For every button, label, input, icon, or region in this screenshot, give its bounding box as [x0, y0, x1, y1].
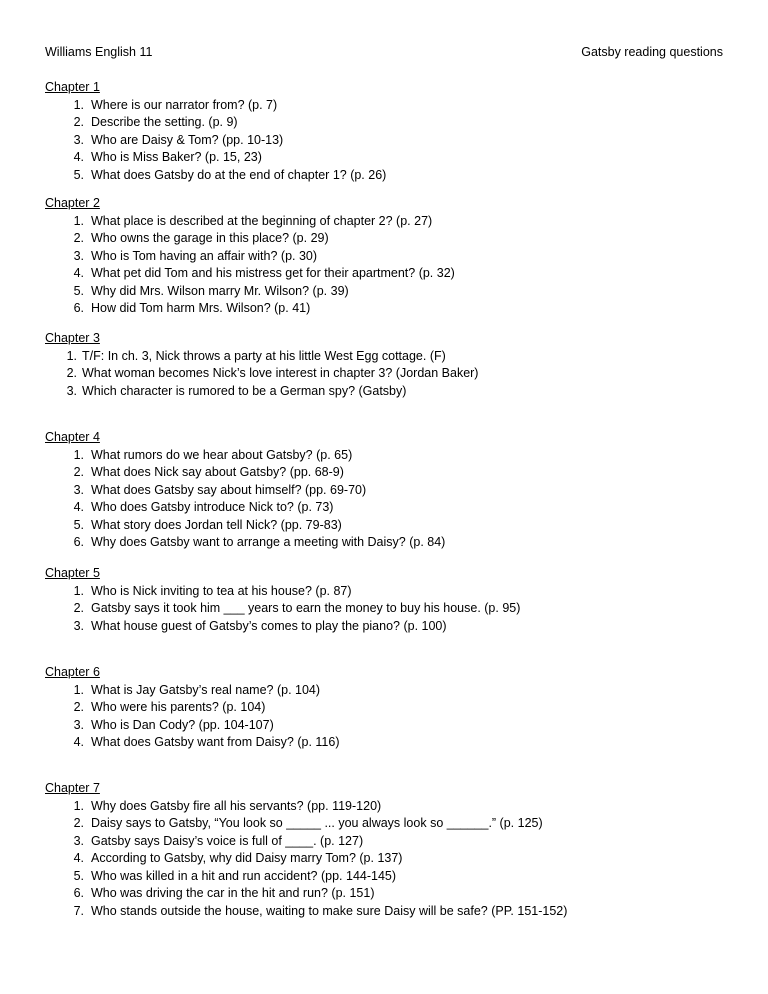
question-text: Who were his parents? (p. 104): [91, 700, 266, 714]
question-number: 4.: [73, 735, 84, 749]
question-text: How did Tom harm Mrs. Wilson? (p. 41): [91, 301, 311, 315]
question-item: [45, 699, 735, 717]
question-text: What does Gatsby say about himself? (pp. 69-70): [91, 482, 367, 497]
question-item: [45, 447, 735, 465]
question-item: [45, 230, 735, 248]
question-text: Who stands outside the house, waiting to make sure Daisy will be safe? (PP. 151-152): [91, 903, 568, 918]
question-text: T/F: In ch. 3, Nick throws a party at his little West Egg cottage. (F): [82, 348, 446, 363]
question-text: Describe the setting. (p. 9): [91, 115, 238, 129]
question-text: Why did Mrs. Wilson marry Mr. Wilson? (p. 39): [91, 283, 349, 298]
question-item: [45, 97, 735, 115]
question-number: 1.: [73, 798, 84, 813]
question-item: [45, 383, 735, 401]
question-number: 1.: [73, 213, 84, 228]
question-number: 3.: [73, 132, 84, 147]
question-number: 2.: [73, 816, 84, 830]
question-number: 6.: [73, 535, 84, 549]
question-number: 3.: [73, 833, 84, 848]
question-item: [45, 348, 735, 366]
question-number: 3.: [73, 248, 84, 263]
question-number: 6.: [73, 886, 84, 900]
question-text: Gatsby says Daisy’s voice is full of ____. (p. 127): [91, 833, 364, 848]
question-text: Which character is rumored to be a German spy? (Gatsby): [82, 383, 407, 398]
chapter-heading: Chapter 6: [45, 665, 100, 679]
question-number: 4.: [73, 150, 84, 164]
question-item: [45, 517, 735, 535]
question-number: 1.: [73, 97, 84, 112]
question-number: 2.: [73, 115, 84, 129]
question-item: [45, 300, 735, 318]
question-item: [45, 618, 735, 636]
question-item: [45, 903, 735, 921]
chapter-3-section: [45, 330, 735, 400]
chapter-heading: Chapter 1: [45, 80, 100, 94]
chapter-6-section: [45, 664, 735, 752]
question-number: 5.: [73, 517, 84, 532]
question-item: [45, 482, 735, 500]
question-item: [45, 248, 735, 266]
chapter-5-section: [45, 565, 735, 635]
question-number: 5.: [73, 868, 84, 883]
question-item: [45, 815, 735, 833]
question-text: What story does Jordan tell Nick? (pp. 79-83): [91, 517, 342, 532]
question-number: 2.: [73, 700, 84, 714]
question-text: What woman becomes Nick’s love interest in chapter 3? (Jordan Baker): [82, 366, 479, 380]
question-text: Where is our narrator from? (p. 7): [91, 97, 278, 112]
question-text: What pet did Tom and his mistress get for their apartment? (p. 32): [91, 266, 455, 280]
question-item: [45, 265, 735, 283]
question-number: 2.: [73, 601, 84, 615]
question-text: Why does Gatsby fire all his servants? (pp. 119-120): [91, 798, 382, 813]
question-text: What does Gatsby want from Daisy? (p. 116): [91, 735, 340, 749]
question-number: 4.: [73, 500, 84, 514]
question-item: [45, 734, 735, 752]
chapter-2-section: [45, 195, 735, 318]
chapter-7-section: [45, 780, 735, 920]
question-item: [45, 132, 735, 150]
question-item: [45, 114, 735, 132]
course-title: Williams English 11: [45, 45, 153, 59]
chapter-heading: Chapter 3: [45, 331, 100, 345]
question-number: 1.: [73, 447, 84, 462]
question-number: 3.: [73, 717, 84, 732]
question-number: 3.: [66, 383, 77, 398]
question-number: 1.: [73, 583, 84, 598]
question-text: Daisy says to Gatsby, “You look so _____ ... you always look so ______.” (p. 125): [91, 816, 543, 830]
question-text: What place is described at the beginning of chapter 2? (p. 27): [91, 213, 433, 228]
question-text: According to Gatsby, why did Daisy marry Tom? (p. 137): [91, 851, 403, 865]
question-text: Who is Tom having an affair with? (p. 30): [91, 248, 318, 263]
question-number: 3.: [73, 618, 84, 633]
chapter-heading: Chapter 7: [45, 781, 100, 795]
question-item: [45, 798, 735, 816]
question-text: Who does Gatsby introduce Nick to? (p. 73): [91, 500, 334, 514]
question-item: [45, 464, 735, 482]
question-number: 3.: [73, 482, 84, 497]
question-number: 1.: [66, 348, 77, 363]
question-text: Who is Miss Baker? (p. 15, 23): [91, 150, 262, 164]
question-number: 2.: [73, 231, 84, 245]
question-number: 4.: [73, 851, 84, 865]
question-item: [45, 583, 735, 601]
question-text: What rumors do we hear about Gatsby? (p. 65): [91, 447, 353, 462]
question-number: 2.: [73, 465, 84, 479]
question-item: [45, 600, 735, 618]
question-text: What is Jay Gatsby’s real name? (p. 104): [91, 682, 321, 697]
question-text: What does Gatsby do at the end of chapter 1? (p. 26): [91, 167, 387, 182]
question-text: Who was killed in a hit and run accident? (pp. 144-145): [91, 868, 397, 883]
question-number: 5.: [73, 167, 84, 182]
question-item: [45, 682, 735, 700]
question-number: 7.: [73, 903, 84, 918]
question-number: 4.: [73, 266, 84, 280]
question-text: What does Nick say about Gatsby? (pp. 68-9): [91, 465, 344, 479]
question-number: 2.: [66, 366, 77, 380]
chapter-4-section: [45, 429, 735, 552]
question-text: Who is Nick inviting to tea at his house? (p. 87): [91, 583, 352, 598]
question-number: 5.: [73, 283, 84, 298]
chapter-heading: Chapter 2: [45, 196, 100, 210]
question-item: [45, 167, 735, 185]
question-item: [45, 499, 735, 517]
question-item: [45, 717, 735, 735]
page-header: [45, 45, 723, 63]
chapter-heading: Chapter 5: [45, 566, 100, 580]
document-title: Gatsby reading questions: [581, 45, 723, 59]
question-text: Who owns the garage in this place? (p. 29): [91, 231, 329, 245]
question-number: 6.: [73, 301, 84, 315]
question-item: [45, 149, 735, 167]
question-item: [45, 833, 735, 851]
chapter-1-section: [45, 79, 735, 184]
question-text: Why does Gatsby want to arrange a meeting with Daisy? (p. 84): [91, 535, 446, 549]
question-text: Who are Daisy & Tom? (pp. 10-13): [91, 132, 284, 147]
question-item: [45, 213, 735, 231]
question-text: Gatsby says it took him ___ years to earn the money to buy his house. (p. 95): [91, 601, 521, 615]
question-item: [45, 868, 735, 886]
question-text: Who was driving the car in the hit and run? (p. 151): [91, 886, 375, 900]
question-number: 1.: [73, 682, 84, 697]
question-item: [45, 534, 735, 552]
question-item: [45, 885, 735, 903]
question-item: [45, 365, 735, 383]
chapter-heading: Chapter 4: [45, 430, 100, 444]
question-item: [45, 283, 735, 301]
question-item: [45, 850, 735, 868]
question-text: Who is Dan Cody? (pp. 104-107): [91, 717, 274, 732]
question-text: What house guest of Gatsby’s comes to play the piano? (p. 100): [91, 618, 447, 633]
